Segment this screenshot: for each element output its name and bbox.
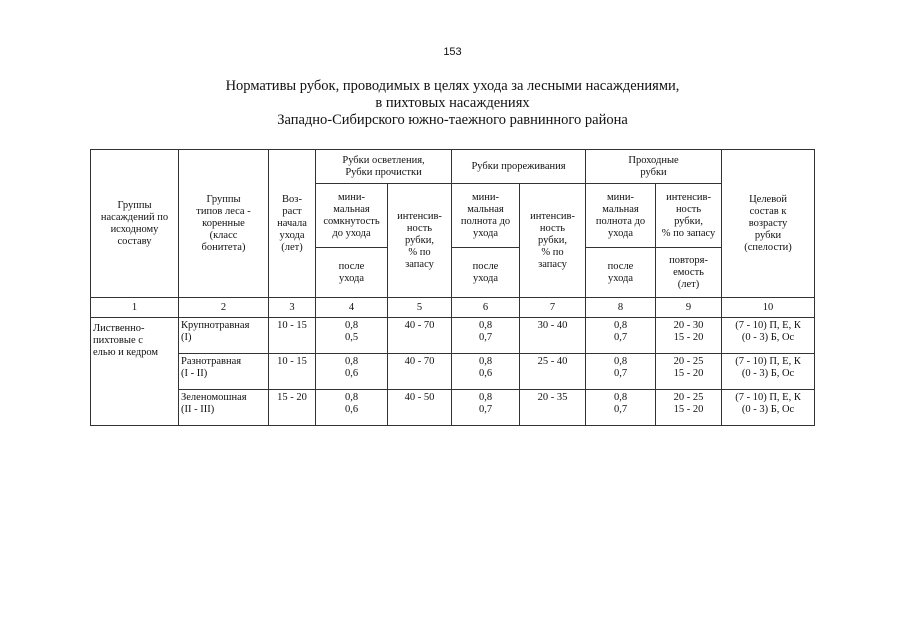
text-line: после (607, 260, 634, 272)
start-age: 10 - 15 (269, 318, 316, 354)
header-target (722, 150, 815, 298)
text-line: полнота до (460, 215, 511, 227)
table-row (91, 318, 815, 354)
text-line: (спелости) (744, 241, 792, 253)
header-after-passing (586, 248, 656, 298)
text-line: (лет) (281, 241, 303, 253)
text-line: интенсив- (666, 191, 711, 203)
text-line: 0,7 (613, 404, 628, 415)
title-line: в пихтовых насаждениях (375, 95, 530, 111)
text-line: ухода (279, 229, 305, 241)
text-line: раст (282, 205, 302, 217)
text-line: состав к (749, 205, 787, 217)
forest-type (179, 390, 269, 426)
text-line: 0,8 (613, 356, 628, 367)
text-line: (I) (181, 332, 192, 343)
text-line: (II - III) (181, 404, 215, 415)
passing-intens (656, 354, 722, 390)
header-thinning-min (452, 184, 520, 248)
table-row (91, 390, 815, 426)
col-number: 9 (656, 298, 722, 318)
text-line: Лиственно- (93, 323, 145, 334)
clearing-intens: 40 - 70 (388, 318, 452, 354)
text-line: 15 - 20 (673, 404, 704, 415)
text-line: 20 - 30 (673, 320, 704, 331)
text-line: бонитета) (201, 241, 246, 253)
clearing-intens: 40 - 50 (388, 390, 452, 426)
text-line: 15 - 20 (673, 332, 704, 343)
text-line: мини- (338, 191, 365, 203)
target-composition (722, 354, 815, 390)
text-line: ность (406, 222, 433, 234)
text-line: ность (675, 203, 702, 215)
text-line: исходному (110, 223, 159, 235)
header-passing-min (586, 184, 656, 248)
header-group-stand (91, 150, 179, 298)
text-line: мальная (602, 203, 639, 215)
text-line: 20 - 25 (673, 356, 704, 367)
header-after-thinning (452, 248, 520, 298)
text-line: 0,7 (478, 332, 493, 343)
text-line: ухода (338, 272, 365, 284)
col-number: 3 (269, 298, 316, 318)
page-number: 153 (443, 46, 462, 58)
col-number: 4 (316, 298, 388, 318)
text-line: интенсив- (530, 210, 575, 222)
header-group-forest (179, 150, 269, 298)
thinning-intens: 30 - 40 (520, 318, 586, 354)
text-line: 0,7 (613, 368, 628, 379)
text-line: елью и кедром (93, 347, 159, 358)
thinning-min (452, 318, 520, 354)
text-line: запасу (538, 258, 567, 270)
text-line: возрасту (748, 217, 788, 229)
header-row (91, 150, 815, 184)
text-line: Крупнотравная (181, 320, 250, 331)
passing-min (586, 318, 656, 354)
thinning-min (452, 354, 520, 390)
text-line: (0 - 3) Б, Ос (741, 332, 795, 343)
header-thinning-intens (520, 184, 586, 298)
text-line: рубки (754, 229, 782, 241)
title-line: Нормативы рубок, проводимых в целях ухода за лесными насаждениями, (225, 78, 680, 94)
text-line: сомкнутость (323, 215, 380, 227)
text-line: ность (539, 222, 566, 234)
text-line: интенсив- (397, 210, 442, 222)
header-clearing-intens (388, 184, 452, 298)
target-composition (722, 318, 815, 354)
text-line: мальная (333, 203, 370, 215)
text-line: после (472, 260, 499, 272)
col-number: 2 (179, 298, 269, 318)
col-number: 1 (91, 298, 179, 318)
text-line: Группы (117, 199, 152, 211)
col-number: 10 (722, 298, 815, 318)
text-line: 0,8 (478, 392, 493, 403)
text-line: мальная (467, 203, 504, 215)
text-line: рубки, (405, 234, 434, 246)
text-line: (лет) (677, 278, 700, 290)
text-line: до ухода (332, 227, 371, 239)
text-line: после (338, 260, 365, 272)
text-line: 0,7 (478, 404, 493, 415)
header-thinning: Рубки прореживания (452, 150, 586, 184)
text-line: пихтовые с (93, 335, 143, 346)
text-line: ухода (607, 272, 634, 284)
col-number: 8 (586, 298, 656, 318)
text-line: 0,8 (344, 392, 359, 403)
text-line: мини- (472, 191, 500, 203)
thinning-intens: 20 - 35 (520, 390, 586, 426)
text-line: ухода (607, 227, 634, 239)
text-line: 0,8 (478, 320, 493, 331)
text-line: рубки, (538, 234, 567, 246)
passing-min (586, 354, 656, 390)
text-line: (0 - 3) Б, Ос (741, 368, 795, 379)
standards-table (90, 149, 815, 426)
text-line: 0,6 (344, 368, 359, 379)
header-passing (586, 150, 722, 184)
text-line: 0,8 (478, 356, 493, 367)
header-repeat-passing (656, 248, 722, 298)
thinning-intens: 25 - 40 (520, 354, 586, 390)
header-after-clearing (316, 248, 388, 298)
forest-type (179, 354, 269, 390)
text-line: (I - II) (181, 368, 208, 379)
column-numbers-row (91, 298, 815, 318)
clearing-min (316, 390, 388, 426)
text-line: насаждений по (100, 211, 169, 223)
header-passing-intens (656, 184, 722, 248)
text-line: емость (673, 266, 704, 278)
text-line: 20 - 25 (673, 392, 704, 403)
thinning-min (452, 390, 520, 426)
passing-min (586, 390, 656, 426)
text-line: коренные (202, 217, 245, 229)
col-number: 6 (452, 298, 520, 318)
text-line: Группы (206, 193, 241, 205)
text-line: (7 - 10) П, Е, К (735, 320, 801, 331)
document-title (0, 78, 905, 129)
clearing-min (316, 318, 388, 354)
text-line: 0,7 (613, 332, 628, 343)
text-line: (7 - 10) П, Е, К (735, 356, 801, 367)
text-line: 0,6 (344, 404, 359, 415)
passing-intens (656, 390, 722, 426)
text-line: % по запасу (661, 227, 716, 239)
clearing-intens: 40 - 70 (388, 354, 452, 390)
header-start-age (269, 150, 316, 298)
text-line: повторя- (669, 254, 708, 266)
text-line: рубки (640, 166, 667, 178)
text-line: % по (541, 246, 564, 258)
text-line: ухода (472, 227, 499, 239)
text-line: Разнотравная (181, 356, 242, 367)
text-line: (7 - 10) П, Е, К (735, 392, 801, 403)
text-line: 0,8 (613, 320, 628, 331)
text-line: типов леса - (196, 205, 251, 217)
start-age: 10 - 15 (269, 354, 316, 390)
target-composition (722, 390, 815, 426)
text-line: 0,8 (613, 392, 628, 403)
text-line: полнота до (595, 215, 646, 227)
header-clearing-min (316, 184, 388, 248)
forest-type (179, 318, 269, 354)
group-name (91, 318, 179, 426)
table-row (91, 354, 815, 390)
text-line: (класс (209, 229, 238, 241)
text-line: Рубки прочистки (345, 166, 422, 178)
text-line: ухода (472, 272, 499, 284)
text-line: % по (408, 246, 431, 258)
text-line: Зеленомошная (181, 392, 247, 403)
start-age: 15 - 20 (269, 390, 316, 426)
text-line: Воз- (282, 193, 302, 205)
text-line: 0,6 (478, 368, 493, 379)
text-line: Проходные (628, 154, 679, 166)
text-line: 0,5 (344, 332, 359, 343)
passing-intens (656, 318, 722, 354)
col-number: 7 (520, 298, 586, 318)
text-line: Целевой (749, 193, 787, 205)
col-number: 5 (388, 298, 452, 318)
text-line: рубки, (674, 215, 703, 227)
text-line: 15 - 20 (673, 368, 704, 379)
text-line: (0 - 3) Б, Ос (741, 404, 795, 415)
text-line: Рубки осветления, (342, 154, 425, 166)
title-line: Западно-Сибирского южно-таежного равнинного района (277, 112, 628, 128)
header-clearing (316, 150, 452, 184)
text-line: запасу (405, 258, 434, 270)
text-line: 0,8 (344, 356, 359, 367)
text-line: мини- (607, 191, 635, 203)
text-line: составу (117, 235, 152, 247)
text-line: 0,8 (344, 320, 359, 331)
clearing-min (316, 354, 388, 390)
text-line: начала (277, 217, 307, 229)
